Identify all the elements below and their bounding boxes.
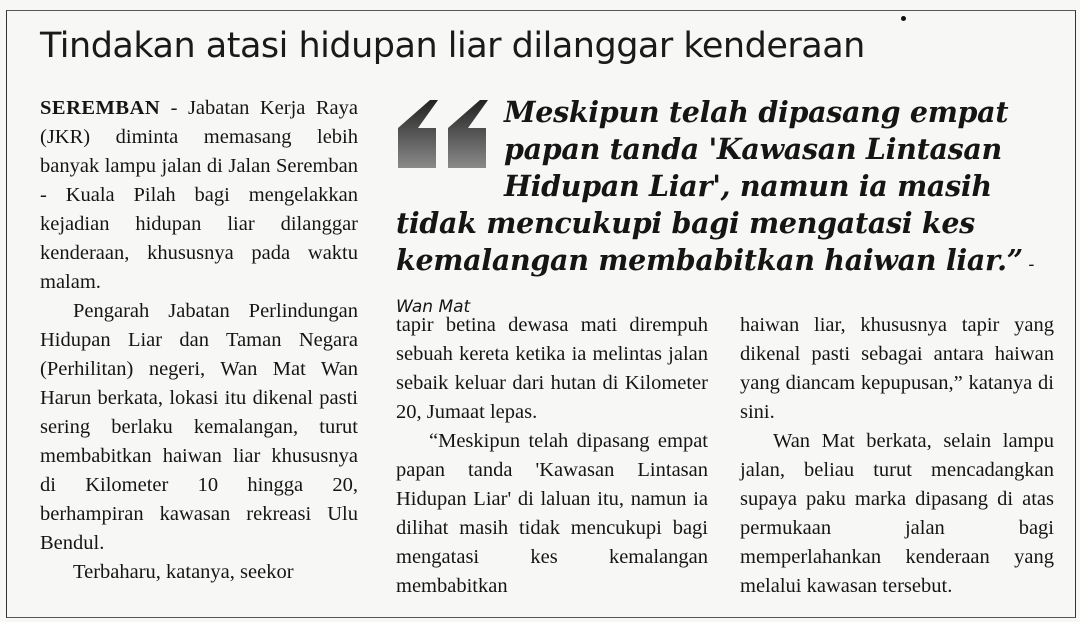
paragraph: Pengarah Jabatan Perlindungan Hidupan Liar dan Taman Negara (Perhilitan) negeri, Wan Mat Wan Harun berkata, lokasi itu dikenal pasti sering berlaku kemalangan, turut membabitkan haiwan liar khususnya di Kilometer 10 hingga 20, berhampiran kawasan rekreasi Ulu Bendul.	[40, 300, 358, 554]
article-column-3	[740, 311, 1054, 601]
article-column-1	[40, 94, 358, 587]
paragraph: Wan Mat berkata, selain lampu jalan, beliau turut mencadangkan supaya paku marka dipasang di atas permukaan jalan bagi memperlahankan kenderaan yang melalui kawasan tersebut.	[740, 430, 1054, 597]
pull-quote	[396, 94, 1062, 326]
paragraph: Terbaharu, katanya, seekor	[73, 561, 294, 583]
paragraph	[40, 94, 358, 297]
pull-quote-attribution: - Wan Mat	[396, 255, 1035, 317]
paragraph-text: - Jabatan Kerja Raya (JKR) diminta memasang lebih banyak lampu jalan di Jalan Seremban - Kuala Pilah bagi mengelakkan kejadian hidupan liar dilanggar kenderaan, khususnya pada waktu malam.	[40, 97, 358, 293]
double-quote-mark-icon	[396, 98, 496, 170]
dateline: SEREMBAN	[40, 97, 161, 119]
paragraph: tapir betina dewasa mati dirempuh sebuah kereta ketika ia melintas jalan sebaik keluar dari hutan di Kilometer 20, Jumaat lepas.	[396, 314, 708, 423]
print-speck	[901, 16, 906, 21]
pull-quote-text: Meskipun telah dipasang empat papan tanda 'Kawasan Lintasan Hidupan Liar', namun ia masih tidak mencukupi bagi mengatasi kes kemalangan membabitkan haiwan liar.”	[396, 95, 1023, 277]
article-column-2	[396, 311, 708, 601]
headline: Tindakan atasi hidupan liar dilanggar kenderaan	[40, 26, 865, 66]
paragraph: “Meskipun telah dipasang empat papan tanda 'Kawasan Lintasan Hidupan Liar' di laluan itu, namun ia dilihat masih tidak mencukupi bagi mengatasi kes kemalangan membabitkan	[396, 430, 708, 597]
paragraph: haiwan liar, khususnya tapir yang dikenal pasti sebagai antara haiwan yang diancam kepupusan,” katanya di sini.	[740, 314, 1054, 423]
